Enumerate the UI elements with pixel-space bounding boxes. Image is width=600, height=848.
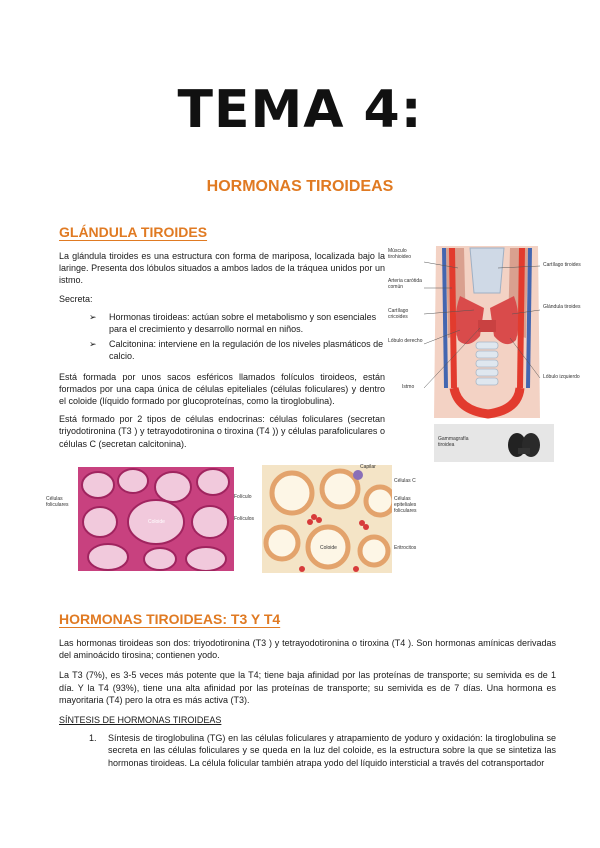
section2-text: [59, 637, 556, 769]
label-glandula: Glándula tiroides: [543, 304, 581, 310]
label-celulas-foliculares: Células foliculares: [46, 496, 69, 508]
list-item: ➢ Calcitonina: interviene en la regulación de los niveles plasmáticos de calcio.: [89, 339, 384, 362]
label-arteria: Arteria carótida común: [388, 278, 422, 290]
follicle-diagram: [262, 465, 392, 573]
label-capilar: Capilar: [360, 464, 376, 470]
secreta-list: [89, 311, 385, 363]
label-coloide: Coloide: [148, 519, 165, 525]
paragraph: La T3 (7%), es 3-5 veces más potente que la T4; tiene baja afinidad por las proteínas de transporte; su semivida es de 1 día. Y la T4 (93%), tiene una alta afinidad por las proteínas de transporte; su semivida es de 7 días. Una hormona es mayoritaria (T4) pero la otra es más activa (T3).: [59, 670, 556, 705]
list-item: [59, 732, 556, 769]
label-lobulo-derecho: Lóbulo derecho: [388, 338, 423, 344]
list-item: ➢ Hormonas tiroideas: actúan sobre el metabolismo y son esenciales para el crecimiento y desarrollo normal en niños.: [89, 311, 377, 335]
paragraph: Está formada por unos sacos esféricos llamados folículos tiroideos, están formados por una capa única de células epiteliales (células foliculares) y dentro el coloide (líquido formado por glucoproteínas, como la tiroglobulina).: [59, 371, 385, 407]
label-celulas-c: Células C: [394, 478, 416, 484]
subsection-title: SÍNTESIS DE HORMONAS TIROIDEAS: [59, 715, 222, 726]
label-foliculo: Folículo: [234, 494, 252, 500]
item-number: 1.: [89, 733, 97, 744]
label-lobulo-izquierdo: Lóbulo izquierdo: [543, 374, 580, 380]
section-heading-glandula: GLÁNDULA TIROIDES: [59, 224, 208, 240]
label-musculo: Músculo tirohioideo: [388, 248, 412, 260]
label-gammagrafia: Gammagrafía tiroidea: [438, 436, 469, 448]
label-coloide-diagram: Coloide: [320, 545, 337, 551]
paragraph: Está formado por 2 tipos de células endocrinas: células foliculares (secretan triyodotironina (T3 ) y tetrayodotironina o tiroxina (T4 )) y células parafoliculares o células C (secretan calcitonina).: [59, 414, 385, 449]
page-title: TEMA 4:: [177, 80, 423, 140]
gammagrafia-image: [504, 430, 544, 460]
label-eritrocitos: Eritrocitos: [394, 545, 417, 551]
thyroid-anatomy-illustration: [388, 238, 588, 428]
follicle-diagram-drawing: [262, 465, 392, 573]
label-celulas-epiteliales: Células epiteliales foliculares: [394, 496, 417, 514]
paragraph: La glándula tiroides es una estructura con forma de mariposa, localizada bajo la laringe. Presenta dos lóbulos situados a ambos lados de la tráquea unidos por un istmo.: [59, 251, 385, 286]
section-heading-hormonas: HORMONAS TIROIDEAS: T3 Y T4: [59, 611, 281, 627]
section1-text: [59, 250, 385, 450]
label-cartilago-cricoides: Cartílago cricoides: [388, 308, 409, 320]
histology-photo: [78, 467, 234, 571]
label-istmo: Istmo: [402, 384, 415, 390]
page-subtitle: HORMONAS TIROIDEAS: [206, 178, 394, 195]
item-text: Síntesis de tiroglobulina (TG) en las células foliculares y atrapamiento de yoduro y oxidación: la tiroglobulina se secreta en las células foliculares y se queda en la luz del coloide, es la estructura sobre la que se sintetiza las hormonas tiroideas. La célula folicular también atrapa yodo del líquido intersticial a través del cotransportador: [108, 733, 556, 768]
label-foliculos: Folículos: [234, 516, 255, 522]
label-cartilago-tiroides: Cartílago tiroides: [543, 262, 581, 268]
paragraph: Las hormonas tiroideas son dos: triyodotironina (T3 ) y tetrayodotironina o tiroxina (T4 ). Son hormonas amínicas derivadas del aminoácido tirosina; contienen yodo.: [59, 638, 556, 661]
secreta-label: Secreta:: [59, 293, 93, 304]
gammagrafia-panel: [434, 424, 554, 462]
